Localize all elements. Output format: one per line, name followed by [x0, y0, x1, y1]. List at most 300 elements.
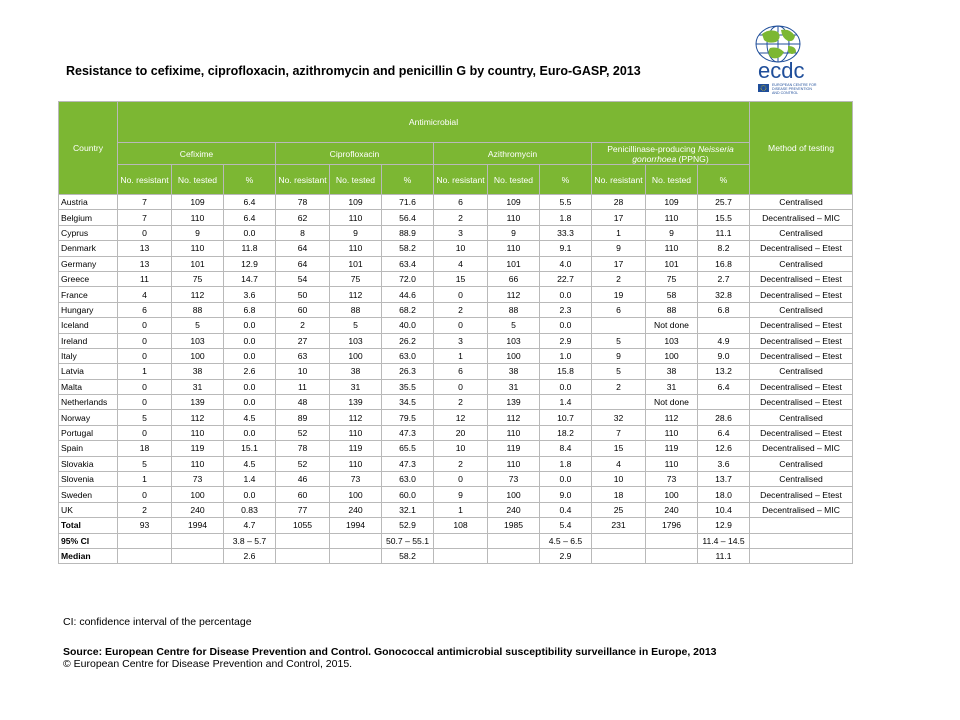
value-cell: 77 — [276, 502, 330, 517]
value-cell: 110 — [488, 456, 540, 471]
value-cell: 5 — [118, 456, 172, 471]
value-cell: 240 — [172, 502, 224, 517]
value-cell: 112 — [330, 287, 382, 302]
no-resistant-header: No. resistant — [276, 165, 330, 195]
value-cell: 63.0 — [382, 472, 434, 487]
value-cell: 88.9 — [382, 225, 434, 240]
value-cell — [118, 548, 172, 563]
country-cell: Italy — [59, 348, 118, 363]
svg-text:DISEASE PREVENTION: DISEASE PREVENTION — [772, 87, 812, 91]
value-cell: 4.0 — [540, 256, 592, 271]
value-cell — [646, 548, 698, 563]
ci-note: CI: confidence interval of the percentage — [63, 616, 252, 628]
value-cell: 112 — [488, 287, 540, 302]
value-cell: 0 — [434, 318, 488, 333]
value-cell: 6 — [118, 302, 172, 317]
value-cell: 0.83 — [224, 502, 276, 517]
country-cell: France — [59, 287, 118, 302]
value-cell — [698, 318, 750, 333]
value-cell: 2 — [592, 379, 646, 394]
value-cell: 26.2 — [382, 333, 434, 348]
value-cell: 18 — [118, 441, 172, 456]
svg-text:EUROPEAN CENTRE FOR: EUROPEAN CENTRE FOR — [772, 83, 817, 87]
value-cell: 9.1 — [540, 241, 592, 256]
value-cell: 119 — [646, 441, 698, 456]
value-cell: 10 — [434, 241, 488, 256]
value-cell: 231 — [592, 518, 646, 533]
country-cell: Ireland — [59, 333, 118, 348]
value-cell: 5 — [592, 364, 646, 379]
table-row — [59, 241, 853, 256]
value-cell: 2.7 — [698, 271, 750, 286]
source-line: Source: European Centre for Disease Prevention and Control. Gonococcal antimicrobial susceptibility surveillance in Europe, 2013 — [63, 646, 717, 658]
value-cell: 31 — [646, 379, 698, 394]
value-cell: 110 — [172, 456, 224, 471]
value-cell: 110 — [172, 241, 224, 256]
value-cell: 0.0 — [224, 348, 276, 363]
value-cell: 110 — [172, 210, 224, 225]
value-cell: 73 — [172, 472, 224, 487]
value-cell — [488, 548, 540, 563]
value-cell: 103 — [646, 333, 698, 348]
country-cell: Median — [59, 548, 118, 563]
value-cell: 31 — [488, 379, 540, 394]
method-cell: Decentralised – MIC — [750, 441, 853, 456]
value-cell: 25.7 — [698, 195, 750, 210]
value-cell: 73 — [330, 472, 382, 487]
value-cell: 5 — [592, 333, 646, 348]
value-cell: 9 — [488, 225, 540, 240]
no-tested-header: No. tested — [172, 165, 224, 195]
value-cell: 75 — [172, 271, 224, 286]
value-cell: 103 — [172, 333, 224, 348]
table-row — [59, 210, 853, 225]
value-cell: 9 — [434, 487, 488, 502]
value-cell: 0 — [434, 287, 488, 302]
value-cell: 71.6 — [382, 195, 434, 210]
value-cell: 35.5 — [382, 379, 434, 394]
value-cell: 1055 — [276, 518, 330, 533]
country-cell: Malta — [59, 379, 118, 394]
value-cell — [592, 395, 646, 410]
value-cell: 0.0 — [224, 395, 276, 410]
value-cell: 50 — [276, 287, 330, 302]
value-cell: 46 — [276, 472, 330, 487]
value-cell: 52 — [276, 456, 330, 471]
value-cell: 12.9 — [698, 518, 750, 533]
value-cell: 11.1 — [698, 548, 750, 563]
value-cell: 38 — [330, 364, 382, 379]
value-cell: 8.2 — [698, 241, 750, 256]
country-cell: Denmark — [59, 241, 118, 256]
value-cell: 28.6 — [698, 410, 750, 425]
country-cell: Iceland — [59, 318, 118, 333]
value-cell: 15.5 — [698, 210, 750, 225]
value-cell: 4.7 — [224, 518, 276, 533]
country-cell: Greece — [59, 271, 118, 286]
value-cell: 12.6 — [698, 441, 750, 456]
value-cell: 101 — [330, 256, 382, 271]
table-row — [59, 287, 853, 302]
value-cell: 13 — [118, 241, 172, 256]
value-cell: 32.1 — [382, 502, 434, 517]
method-cell — [750, 533, 853, 548]
value-cell: 1 — [434, 502, 488, 517]
value-cell: 110 — [646, 241, 698, 256]
value-cell: 1 — [118, 472, 172, 487]
ppng-header: Penicillinase-producing Neisseria gonorrhoea (PPNG) — [592, 143, 750, 165]
value-cell: 109 — [172, 195, 224, 210]
value-cell: 2.9 — [540, 333, 592, 348]
value-cell: 78 — [276, 195, 330, 210]
value-cell: 63.0 — [382, 348, 434, 363]
value-cell: 6.8 — [224, 302, 276, 317]
value-cell: 110 — [330, 210, 382, 225]
value-cell: 58.2 — [382, 548, 434, 563]
value-cell: 66 — [488, 271, 540, 286]
value-cell: 5 — [330, 318, 382, 333]
method-cell: Decentralised – Etest — [750, 487, 853, 502]
page-title: Resistance to cefixime, ciprofloxacin, azithromycin and penicillin G by country, Euro-GASP, 2013 — [66, 64, 641, 78]
value-cell: 240 — [646, 502, 698, 517]
table-row — [59, 333, 853, 348]
value-cell: 0.0 — [540, 379, 592, 394]
value-cell: 63 — [276, 348, 330, 363]
value-cell: 79.5 — [382, 410, 434, 425]
value-cell — [276, 548, 330, 563]
value-cell: 0.0 — [540, 318, 592, 333]
value-cell: 1.8 — [540, 456, 592, 471]
value-cell: 44.6 — [382, 287, 434, 302]
value-cell: 73 — [488, 472, 540, 487]
svg-text:AND CONTROL: AND CONTROL — [772, 91, 799, 95]
table-row — [59, 318, 853, 333]
value-cell: 15.8 — [540, 364, 592, 379]
value-cell: 3.6 — [224, 287, 276, 302]
value-cell: 0 — [118, 348, 172, 363]
value-cell: 109 — [646, 195, 698, 210]
value-cell: 7 — [118, 195, 172, 210]
value-cell: 9.0 — [698, 348, 750, 363]
value-cell: 72.0 — [382, 271, 434, 286]
percent-header: % — [382, 165, 434, 195]
value-cell: 1.4 — [224, 472, 276, 487]
value-cell: 6.8 — [698, 302, 750, 317]
method-cell: Decentralised – Etest — [750, 379, 853, 394]
table-row — [59, 195, 853, 210]
value-cell: 0 — [118, 395, 172, 410]
value-cell: 3.8 – 5.7 — [224, 533, 276, 548]
country-cell: Germany — [59, 256, 118, 271]
value-cell: 103 — [488, 333, 540, 348]
value-cell — [434, 548, 488, 563]
value-cell — [276, 533, 330, 548]
value-cell: 48 — [276, 395, 330, 410]
value-cell: 0 — [118, 379, 172, 394]
value-cell: 0.0 — [224, 318, 276, 333]
value-cell: 88 — [172, 302, 224, 317]
table-row — [59, 518, 853, 533]
method-header: Method of testing — [750, 102, 853, 195]
table-row — [59, 379, 853, 394]
value-cell: 1994 — [172, 518, 224, 533]
value-cell: 4 — [592, 456, 646, 471]
logo-wordmark: ecdc — [758, 58, 805, 83]
value-cell: 1994 — [330, 518, 382, 533]
value-cell: 112 — [330, 410, 382, 425]
value-cell: 9 — [592, 348, 646, 363]
no-resistant-header: No. resistant — [118, 165, 172, 195]
value-cell: Not done — [646, 318, 698, 333]
value-cell: 26.3 — [382, 364, 434, 379]
value-cell — [330, 548, 382, 563]
value-cell: 33.3 — [540, 225, 592, 240]
method-cell: Centralised — [750, 256, 853, 271]
value-cell: 18.0 — [698, 487, 750, 502]
country-cell: Slovenia — [59, 472, 118, 487]
value-cell: 10 — [592, 472, 646, 487]
value-cell: 0.0 — [224, 487, 276, 502]
value-cell: 15.1 — [224, 441, 276, 456]
value-cell: 18 — [592, 487, 646, 502]
value-cell: 52 — [276, 425, 330, 440]
percent-header: % — [540, 165, 592, 195]
value-cell — [118, 533, 172, 548]
value-cell: 10.7 — [540, 410, 592, 425]
value-cell: 240 — [330, 502, 382, 517]
no-tested-header: No. tested — [330, 165, 382, 195]
value-cell: 100 — [646, 487, 698, 502]
ciprofloxacin-header: Ciprofloxacin — [276, 143, 434, 165]
value-cell — [592, 548, 646, 563]
value-cell: 139 — [330, 395, 382, 410]
value-cell: 31 — [172, 379, 224, 394]
value-cell — [434, 533, 488, 548]
value-cell: 5 — [488, 318, 540, 333]
table-row — [59, 225, 853, 240]
value-cell: 12 — [434, 410, 488, 425]
percent-header: % — [698, 165, 750, 195]
percent-header: % — [224, 165, 276, 195]
value-cell: 2 — [276, 318, 330, 333]
value-cell: 108 — [434, 518, 488, 533]
value-cell: 110 — [646, 425, 698, 440]
value-cell: 6.4 — [224, 195, 276, 210]
value-cell: 109 — [488, 195, 540, 210]
value-cell: 11 — [276, 379, 330, 394]
value-cell: 75 — [646, 271, 698, 286]
value-cell: 112 — [172, 410, 224, 425]
value-cell: 75 — [330, 271, 382, 286]
value-cell: 0.0 — [224, 379, 276, 394]
value-cell: 110 — [330, 456, 382, 471]
no-tested-header: No. tested — [646, 165, 698, 195]
value-cell: 100 — [488, 348, 540, 363]
value-cell: 31 — [330, 379, 382, 394]
value-cell: 38 — [488, 364, 540, 379]
table-row — [59, 472, 853, 487]
no-tested-header: No. tested — [488, 165, 540, 195]
value-cell: 110 — [488, 425, 540, 440]
country-cell: UK — [59, 502, 118, 517]
value-cell: 112 — [646, 410, 698, 425]
value-cell: 2 — [434, 456, 488, 471]
table-row — [59, 487, 853, 502]
value-cell: 103 — [330, 333, 382, 348]
source-citation — [63, 646, 717, 670]
value-cell: 20 — [434, 425, 488, 440]
value-cell: 110 — [488, 241, 540, 256]
country-cell: Hungary — [59, 302, 118, 317]
value-cell: 25 — [592, 502, 646, 517]
value-cell: 4 — [118, 287, 172, 302]
value-cell: 16.8 — [698, 256, 750, 271]
value-cell: 6.4 — [224, 210, 276, 225]
value-cell: 9 — [172, 225, 224, 240]
value-cell: 101 — [646, 256, 698, 271]
table-row — [59, 533, 853, 548]
value-cell: 139 — [488, 395, 540, 410]
value-cell: 50.7 – 55.1 — [382, 533, 434, 548]
value-cell: 58 — [646, 287, 698, 302]
value-cell: 11.4 – 14.5 — [698, 533, 750, 548]
value-cell: 63.4 — [382, 256, 434, 271]
value-cell: 109 — [330, 195, 382, 210]
value-cell: 112 — [172, 287, 224, 302]
value-cell: 88 — [488, 302, 540, 317]
value-cell: 40.0 — [382, 318, 434, 333]
country-cell: Austria — [59, 195, 118, 210]
value-cell: 62 — [276, 210, 330, 225]
value-cell: 0.0 — [224, 333, 276, 348]
value-cell: 28 — [592, 195, 646, 210]
country-cell: Norway — [59, 410, 118, 425]
value-cell: 4.5 — [224, 456, 276, 471]
table-row — [59, 256, 853, 271]
value-cell — [172, 548, 224, 563]
table-row — [59, 456, 853, 471]
value-cell: 110 — [330, 241, 382, 256]
value-cell — [172, 533, 224, 548]
value-cell — [592, 318, 646, 333]
value-cell: 2 — [434, 395, 488, 410]
no-resistant-header: No. resistant — [592, 165, 646, 195]
value-cell: 32 — [592, 410, 646, 425]
value-cell: 0 — [434, 379, 488, 394]
value-cell: 5 — [172, 318, 224, 333]
value-cell: 56.4 — [382, 210, 434, 225]
value-cell: 7 — [118, 210, 172, 225]
value-cell: 68.2 — [382, 302, 434, 317]
value-cell: 0 — [118, 425, 172, 440]
method-cell: Decentralised – Etest — [750, 287, 853, 302]
value-cell: 13 — [118, 256, 172, 271]
value-cell: 78 — [276, 441, 330, 456]
value-cell — [646, 533, 698, 548]
value-cell: 13.2 — [698, 364, 750, 379]
value-cell: 3 — [434, 225, 488, 240]
value-cell: 6 — [434, 364, 488, 379]
value-cell: 15 — [434, 271, 488, 286]
value-cell: 2 — [434, 210, 488, 225]
country-cell: 95% CI — [59, 533, 118, 548]
value-cell: 19 — [592, 287, 646, 302]
value-cell: 110 — [488, 210, 540, 225]
value-cell: 110 — [172, 425, 224, 440]
resistance-table — [58, 101, 853, 564]
value-cell: 8.4 — [540, 441, 592, 456]
value-cell: 17 — [592, 210, 646, 225]
value-cell: 27 — [276, 333, 330, 348]
table-row — [59, 502, 853, 517]
value-cell: 100 — [488, 487, 540, 502]
table-row — [59, 548, 853, 563]
table-row — [59, 395, 853, 410]
value-cell: 2.6 — [224, 364, 276, 379]
value-cell — [330, 533, 382, 548]
method-cell: Decentralised – Etest — [750, 348, 853, 363]
method-cell: Centralised — [750, 302, 853, 317]
method-cell: Centralised — [750, 410, 853, 425]
value-cell — [592, 533, 646, 548]
value-cell: 119 — [172, 441, 224, 456]
value-cell: 2.6 — [224, 548, 276, 563]
value-cell: 38 — [172, 364, 224, 379]
country-cell: Belgium — [59, 210, 118, 225]
country-cell: Spain — [59, 441, 118, 456]
value-cell: 100 — [330, 348, 382, 363]
value-cell: 6.4 — [698, 425, 750, 440]
value-cell: 0 — [434, 472, 488, 487]
value-cell: 10 — [276, 364, 330, 379]
value-cell: 93 — [118, 518, 172, 533]
value-cell: 89 — [276, 410, 330, 425]
value-cell: 60 — [276, 487, 330, 502]
value-cell: 0.0 — [540, 287, 592, 302]
table-row — [59, 364, 853, 379]
method-cell: Centralised — [750, 364, 853, 379]
value-cell: 58.2 — [382, 241, 434, 256]
value-cell: 14.7 — [224, 271, 276, 286]
value-cell — [488, 533, 540, 548]
country-cell: Total — [59, 518, 118, 533]
value-cell: 34.5 — [382, 395, 434, 410]
value-cell: 4.5 – 6.5 — [540, 533, 592, 548]
value-cell: 32.8 — [698, 287, 750, 302]
method-cell: Decentralised – Etest — [750, 333, 853, 348]
value-cell: 1.4 — [540, 395, 592, 410]
value-cell: 54 — [276, 271, 330, 286]
value-cell — [698, 395, 750, 410]
value-cell: 6 — [434, 195, 488, 210]
value-cell: 1796 — [646, 518, 698, 533]
value-cell: 22.7 — [540, 271, 592, 286]
value-cell: 240 — [488, 502, 540, 517]
value-cell: 1.8 — [540, 210, 592, 225]
table-row — [59, 425, 853, 440]
value-cell: 0 — [118, 487, 172, 502]
value-cell: 11.1 — [698, 225, 750, 240]
value-cell: 3 — [434, 333, 488, 348]
antimicrobial-header: Antimicrobial — [118, 102, 750, 143]
value-cell: 4 — [434, 256, 488, 271]
value-cell: 100 — [172, 348, 224, 363]
value-cell: 7 — [592, 425, 646, 440]
value-cell: 100 — [330, 487, 382, 502]
value-cell: 2.9 — [540, 548, 592, 563]
value-cell: 64 — [276, 256, 330, 271]
value-cell: 101 — [488, 256, 540, 271]
